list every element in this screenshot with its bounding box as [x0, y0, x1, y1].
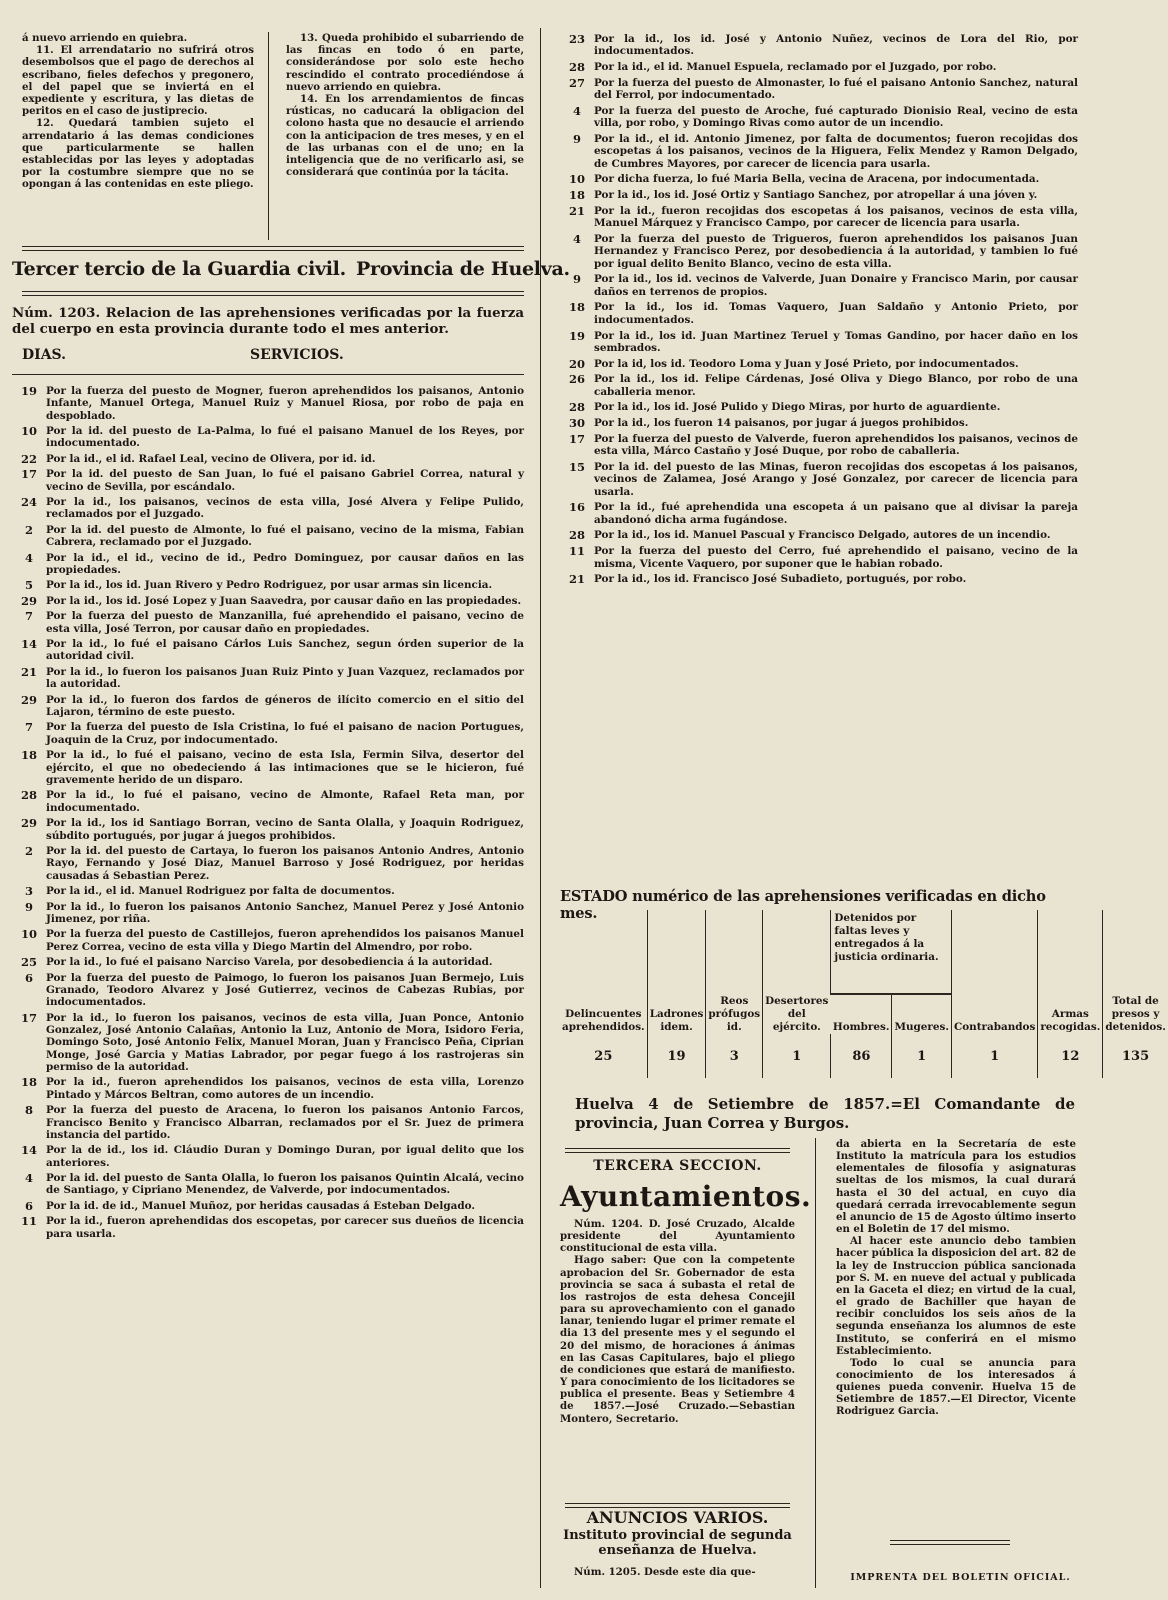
entry-day: 28	[568, 60, 585, 75]
service-entry	[560, 233, 1078, 270]
estado-header-armas: Armas recogidas.	[1038, 932, 1103, 1034]
entry-text: Por la id., los id. José Ortiz y Santiago Sanchez, por atropellar á una jóven y.	[594, 189, 1038, 202]
service-entry	[560, 105, 1078, 130]
entry-day: 19	[20, 384, 37, 398]
section-heading-provincia: Provincia de Huelva.	[356, 258, 570, 280]
entry-text: Por la id., lo fué el paisano, vecino de Almonte, Rafael Reta man, por indocumentado.	[46, 789, 524, 814]
entry-text: Por la id., fueron aprehendidos los paisanos, vecinos de esta villa, Lorenzo Pintado y Márcos Beltran, como autores de un incendio.	[46, 1076, 524, 1101]
service-entry	[560, 401, 1078, 413]
entry-text: Por la fuerza del puesto del Cerro, fué aprehendido el paisano, vecino de la misma, Vicente Vaquero, por suponer que le habian robado.	[594, 545, 1078, 570]
entry-day: 17	[568, 431, 585, 446]
entry-day: 4	[572, 231, 581, 246]
entry-day: 4	[24, 550, 33, 565]
entry-text: Por la id., los id. José Lopez y Juan Saavedra, por causar daño en las propiedades.	[46, 594, 522, 607]
entry-day: 28	[568, 528, 585, 543]
top-column-divider	[268, 32, 269, 240]
estado-col-desertores-top	[763, 910, 831, 932]
top-left-column	[22, 32, 254, 191]
entry-day: 14	[20, 1143, 37, 1158]
service-entry	[12, 972, 524, 1009]
service-entry	[12, 1076, 524, 1101]
entry-text: Por la id., los fueron 14 paisanos, por jugar á juegos prohibidos.	[594, 417, 969, 430]
entry-day: 15	[568, 459, 585, 474]
anuncio-1205-line: Núm. 1205. Desde este dia que-	[574, 1566, 756, 1578]
entry-day: 29	[20, 593, 37, 608]
entry-text: Por la id., el id. Manuel Espuela, reclamado por el Juzgado, por robo.	[594, 61, 997, 74]
service-entry	[12, 610, 524, 635]
estado-col-delincuentes-top	[560, 910, 647, 932]
entry-day: 10	[20, 927, 37, 942]
service-entry	[12, 1012, 524, 1074]
estado-header-delincuentes: Delincuentes aprehendidos.	[562, 1008, 645, 1033]
estado-header-ladrones: Ladrones idem.	[647, 932, 706, 1034]
estado-value-total: 135	[1103, 1034, 1168, 1078]
estado-header-hombres: Hombres.	[831, 994, 892, 1034]
main-column-divider	[540, 28, 541, 1588]
entry-text: Por la id., lo fueron los paisanos Antonio Sanchez, Manuel Perez y José Antonio Jimenez, por riña.	[46, 900, 524, 925]
service-entry	[12, 1215, 524, 1240]
entry-text: Por la id., fué aprehendida una escopeta á un paisano que al divisar la pareja abandonó dicha arma fugándose.	[594, 501, 1078, 526]
entry-text: Por la id., los id Santiago Borran, vecino de Santa Olalla, y Joaquin Rodriguez, súbdito portugués, por jugar á juegos prohibidos.	[46, 817, 524, 842]
entry-day: 17	[20, 467, 37, 482]
entry-text: Por la id., el id. Antonio Jimenez, por falta de documentos; fueron recojidas dos escopetas á los paisanos, vecinos de la Higuera, Felix Mendez y Ramon Delgado, de Cumbres Mayores, por carecer de licencia para usarla.	[594, 132, 1078, 170]
entry-text: Por la fuerza del puesto de Mogner, fueron aprehendidos los paisanos, Antonio Infante, Manuel Ortega, Manuel Ruiz y Manuel Riosa, por robo de paja en despoblado.	[46, 385, 524, 422]
entry-text: Por la fuerza del puesto de Paimogo, lo fueron los paisanos Juan Bermejo, Luis Granado, Teodoro Alvarez y José Gutierrez, vecinos de Cabezas Rubias, por indocumentados.	[46, 971, 524, 1009]
entry-text: Por la id., los id. Tomas Vaquero, Juan Saldaño y Antonio Prieto, por indocumentados.	[594, 301, 1078, 326]
clause-14: 14. En los arrendamientos de fincas rústicas, no caducará la obligacion del colono hasta que no desaucie el arriendo con la anticipacion de tres meses, y en el de las urbanas con el de uno; en la inteligencia que de no verificarlo asi, se considerará que continúa por la tácita.	[286, 93, 524, 179]
anuncio-1204-body: Hago saber: Que con la competente aprobacion del Sr. Gobernador de esta provincia se saca á subasta el retal de los rastrojos de esta dehesa Concejil para su aprovechamiento con el ganado lanar, teniendo lugar el primer remate el dia 13 del presente mes y el segundo el 20 del mismo, de horaciones á ánimas en las Casas Capitulares, bajo el pliego de condiciones que estará de manifiesto. Y para conocimiento de los licitadores se publica el presente. Beas y Setiembre 4 de 1857.—José Cruzado.—Sebastian Montero, Secretario.	[560, 1254, 795, 1425]
ornamental-rule-bottom	[890, 1540, 1010, 1545]
tercera-seccion-heading: TERCERA SECCION.	[593, 1158, 762, 1174]
entry-day: 27	[568, 75, 585, 90]
service-entry	[560, 417, 1078, 429]
entry-text: Por la id., los id. José y Antonio Nuñez, vecinos de Lora del Rio, por indocumentados.	[594, 33, 1078, 58]
entry-day: 11	[568, 544, 585, 559]
entry-day: 29	[20, 692, 37, 707]
anuncio-1204-heading: Núm. 1204. D. José Cruzado, Alcalde presidente del Ayuntamiento constitucional de esta villa.	[560, 1218, 795, 1255]
service-entry	[560, 33, 1078, 58]
entry-day: 9	[572, 272, 581, 287]
estado-col-armas-top	[1038, 910, 1103, 932]
service-entry	[12, 595, 524, 607]
service-entry	[560, 501, 1078, 526]
entry-day: 2	[24, 522, 33, 537]
entry-day: 6	[24, 1198, 33, 1213]
estado-value-armas: 12	[1038, 1034, 1103, 1078]
entry-text: Por la id., lo fueron los paisanos Juan Ruiz Pinto y Juan Vazquez, reclamados por la autoridad.	[46, 665, 524, 691]
estado-detenidos-header: Detenidos por faltas leves y entregados á la justicia ordinaria.	[831, 910, 952, 994]
entry-text: Por la id., los id. Juan Rivero y Pedro Rodriguez, por usar armas sin licencia.	[46, 579, 493, 592]
entry-text: Por la id., fueron recojidas dos escopetas á los paisanos, vecinos de esta villa, Manuel Márquez y Francisco Campo, por carecer de licencia para usarla.	[594, 204, 1078, 230]
anuncio-1205-start	[560, 1566, 795, 1578]
entry-text: Por la fuerza del puesto de Castillejos, fueron aprehendidos los paisanos Manuel Perez Correa, vecino de esta villa y Diego Martin del Almendro, por robo.	[46, 928, 524, 953]
entry-text: Por la id., el id., vecino de id., Pedro Dominguez, por causar daños en las propiedades.	[46, 551, 524, 577]
entry-day: 28	[568, 400, 585, 415]
service-entry	[560, 545, 1078, 570]
entry-day: 29	[20, 816, 37, 831]
entry-day: 30	[568, 416, 585, 431]
entry-text: Por la de id., los id. Cláudio Duran y Domingo Duran, por igual delito que los anteriores.	[46, 1144, 524, 1169]
entry-text: Por la fuerza del puesto de Aroche, fué capturado Dionisio Real, vecino de esta villa, por robo, y Domingo Rivas como autor de un incendio.	[594, 104, 1078, 130]
entry-text: Por la id., el id. Rafael Leal, vecino de Olivera, por id. id.	[46, 452, 376, 465]
entries-right-column	[560, 33, 1078, 589]
entry-day: 8	[24, 1103, 33, 1118]
service-entry	[12, 1104, 524, 1141]
entry-text: Por la id. del puesto de las Minas, fueron recojidas dos escopetas á los paisanos, vecinos de Zalamea, José Arango y José Gonzalez, por carecer de licencia para usarla.	[594, 460, 1078, 498]
entry-text: Por la id., los id. José Pulido y Diego Miras, por hurto de aguardiente.	[594, 401, 1001, 414]
entry-text: Por la fuerza del puesto de Manzanilla, fué aprehendido el paisano, vecino de esta villa, José Terron, por causar daño en propiedades.	[46, 610, 524, 635]
entry-day: 7	[24, 609, 33, 624]
instituto-heading: Instituto provincial de segunda enseñanza de Huelva.	[563, 1528, 792, 1558]
service-entry	[12, 721, 524, 746]
estado-col-ladrones-top	[647, 910, 706, 932]
service-entry	[12, 579, 524, 591]
instituto-paragraph-2: Al hacer este anuncio debo tambien hacer pública la disposicion del art. 82 de la ley de Instruccion pública sancionada por S. M. en nueve del actual y publicada en la Gaceta el diez; en virtud de la cual, el grado de Bachiller que hayan de recibir concluidos los seis años de la segunda enseñanza los alumnos de este Instituto, se conferirá en el mismo Establecimiento.	[836, 1235, 1076, 1357]
entry-text: Por la id., los id. Manuel Pascual y Francisco Delgado, autores de un incendio.	[594, 529, 1051, 542]
entry-day: 2	[24, 843, 33, 858]
service-entry	[12, 666, 524, 691]
ornamental-rule-seccion	[565, 1148, 790, 1153]
column-header-servicios: SERVICIOS.	[250, 347, 344, 363]
entry-text: Por la id, los id. Teodoro Loma y Juan y José Prieto, por indocumentados.	[594, 357, 1019, 370]
service-entry	[560, 77, 1078, 102]
service-entry	[12, 928, 524, 953]
estado-header-desertores: Desertores del ejército.	[763, 932, 831, 1034]
entry-text: Por la id., los id. Juan Martinez Teruel y Tomas Gandino, por hacer daño en los sembrados.	[594, 329, 1078, 354]
estado-value-mugeres: 1	[892, 1034, 952, 1078]
entry-text: Por la id. del puesto de Santa Olalla, lo fueron los paisanos Quintin Alcalá, vecino de Santiago, y Cipriano Menendez, de Valverde, por indocumentados.	[46, 1172, 524, 1197]
estado-value-hombres: 86	[831, 1034, 892, 1078]
service-entry	[12, 425, 524, 450]
service-entry	[12, 885, 524, 897]
estado-value-delincuentes: 25	[594, 1048, 613, 1064]
entry-day: 28	[20, 788, 37, 803]
instituto-paragraph-3: Todo lo cual se anuncia para conocimiento de los interesados á quienes pueda convenir. Huelva 15 de Setiembre de 1857.—El Director, Vicente Rodriguez Garcia.	[836, 1356, 1076, 1418]
entry-day: 20	[568, 356, 585, 371]
service-entry	[560, 358, 1078, 370]
estado-table	[560, 910, 1168, 1078]
service-entry	[12, 901, 524, 926]
service-entry	[560, 373, 1078, 398]
estado-col-reos-top	[706, 910, 763, 932]
lower-column-divider	[815, 1138, 816, 1588]
estado-col-total-top	[1103, 910, 1168, 932]
estado-header-mugeres: Mugeres.	[892, 994, 952, 1034]
service-entry	[12, 453, 524, 465]
entry-text: Por dicha fuerza, lo fué Maria Bella, vecina de Aracena, por indocumentada.	[594, 173, 1040, 186]
estado-value-reos: 3	[706, 1034, 763, 1078]
ornamental-rule-top	[22, 246, 524, 251]
entries-left-column	[12, 385, 524, 1243]
estado-header-contrabandos: Contrabandos	[951, 932, 1037, 1034]
service-entry	[560, 273, 1078, 298]
entry-day: 19	[568, 328, 585, 343]
estado-header-reos: Reos prófugos id.	[706, 932, 763, 1034]
service-entry	[12, 845, 524, 882]
entry-text: Por la fuerza del puesto de Almonaster, lo fué el paisano Antonio Sanchez, natural del Ferrol, por indocumentado.	[594, 76, 1078, 102]
service-entry	[560, 461, 1078, 498]
entry-text: Por la id., lo fué el paisano Narciso Varela, por desobediencia á la autoridad.	[46, 956, 493, 969]
signature-line: Huelva 4 de Setiembre de 1857.=El Comandante de provincia, Juan Correa y Burgos.	[575, 1095, 1075, 1132]
estado-title: ESTADO numérico de las aprehensiones verificadas en dicho mes.	[560, 888, 1046, 922]
instituto-column	[836, 1138, 1076, 1418]
clause-continuation: á nuevo arriendo en quiebra.	[22, 32, 188, 44]
service-entry	[12, 1200, 524, 1212]
entry-text: Por la fuerza del puesto de Isla Cristina, lo fué el paisano de nacion Portugues, Joaquin de la Cruz, por indocumentado.	[46, 721, 524, 746]
entry-day: 10	[20, 424, 37, 439]
entry-text: Por la id., lo fué el paisano, vecino de esta Isla, Fermin Silva, desertor del ejército, el que no obedeciendo á las intimaciones que se le hicieron, fué gravemente herido de un disparo.	[46, 749, 524, 786]
service-entry	[560, 61, 1078, 73]
instituto-paragraph-1: da abierta en la Secretaría de este Instituto la matrícula para los estudios elementales de filosofía y asignaturas sueltas de los mismos, la cual durará hasta el 30 del actual, en cuyo dia quedará cerrada irrevocablemente segun el anuncio de 15 de Agosto último inserto en el Boletin de 17 del mismo.	[836, 1138, 1076, 1236]
estado-value-desertores: 1	[763, 1034, 831, 1078]
entry-day: 21	[20, 664, 37, 679]
service-entry	[560, 189, 1078, 201]
service-entry	[12, 956, 524, 968]
entry-day: 23	[568, 32, 585, 46]
service-entry	[12, 817, 524, 842]
service-entry	[12, 552, 524, 577]
ornamental-rule-mid	[22, 291, 524, 296]
imprenta-footer: IMPRENTA DEL BOLETIN OFICIAL.	[850, 1572, 1071, 1583]
entry-text: Por la id., los id. Francisco José Subadieto, portugués, por robo.	[594, 573, 967, 586]
entry-text: Por la id., lo fueron los paisanos, vecinos de esta villa, Juan Ponce, Antonio Gonzalez, José Antonio Calañas, Antonio la Luz, Antonio de Mora, Isidoro Feria, Domingo Soto, José Antonio Felix, Manuel Moran, Juan y Francisco Peña, Ciprian Monge, José Garcia y Matias Labrador, por pegar fuego á los rastrojeras sin permiso de la autoridad.	[46, 1011, 524, 1073]
entry-day: 22	[20, 451, 37, 466]
service-entry	[560, 529, 1078, 541]
entry-text: Por la id. de id., Manuel Muñoz, por heridas causadas á Esteban Delgado.	[46, 1199, 475, 1212]
entry-text: Por la id., lo fueron dos fardos de géneros de ilícito comercio en el sitio del Lajaron, término de este puesto.	[46, 693, 524, 719]
column-header-dias: DIAS.	[22, 347, 67, 363]
service-entry	[560, 301, 1078, 326]
entry-text: Por la fuerza del puesto de Valverde, fueron aprehendidos los paisanos, vecinos de esta villa, Márco Castaño y José Duque, por robo de caballeria.	[594, 432, 1078, 458]
clause-11: 11. El arrendatario no sufrirá otros desembolsos que el pago de derechos al escribano, fieles defechos y pregonero, el del papel que se inviertá en el expediente y escritura, y las dietas de peritos en el caso de justiprecio.	[22, 44, 254, 118]
service-entry	[560, 133, 1078, 170]
estado-value-contrabandos: 1	[951, 1034, 1037, 1078]
entry-day: 3	[24, 884, 33, 899]
entry-day: 7	[24, 720, 33, 735]
entry-text: Por la id. del puesto de Almonte, lo fué el paisano, vecino de la misma, Fabian Cabrera, reclamado por el Juzgado.	[46, 523, 524, 549]
clause-13: 13. Queda prohibido el subarriendo de las fincas en todo ó en parte, considerándose por solo este hecho rescindido el contrato procediéndose á nuevo arriendo en quiebra.	[286, 32, 524, 93]
ayuntamientos-heading: Ayuntamientos.	[560, 1180, 812, 1213]
entry-text: Por la id., lo fué el paisano Cárlos Luis Sanchez, segun órden superior de la autoridad civil.	[46, 638, 524, 663]
entry-day: 18	[568, 300, 585, 315]
entry-day: 21	[568, 203, 585, 218]
entry-day: 17	[20, 1010, 37, 1025]
entry-day: 11	[20, 1214, 37, 1229]
entry-day: 18	[20, 1075, 37, 1090]
entry-day: 25	[20, 955, 37, 970]
entry-text: Por la id., los id. Felipe Cárdenas, José Oliva y Diego Blanco, por robo de una caballeria menor.	[594, 373, 1078, 398]
entry-text: Por la fuerza del puesto de Aracena, lo fueron los paisanos Antonio Farcos, Francisco Benito y Francisco Albarran, reclamados por el Sr. Juez de primera instancia del partido.	[46, 1104, 524, 1141]
estado-col-contrabandos-top	[951, 910, 1037, 932]
clause-12: 12. Quedará tambien sujeto el arrendatario á las demas condiciones que particularmente se hallen establecidas por las leyes y adoptadas por la costumbre siempre que no se opongan á las contenidas en este pliego.	[22, 117, 254, 191]
estado-value-ladrones: 19	[647, 1034, 706, 1078]
service-entry	[12, 1172, 524, 1197]
service-entry	[12, 694, 524, 719]
service-entry	[12, 385, 524, 422]
service-entry	[12, 496, 524, 521]
top-right-column	[286, 32, 524, 178]
entry-day: 14	[20, 637, 37, 652]
entry-day: 16	[568, 500, 585, 515]
entry-day: 18	[568, 188, 585, 203]
entry-text: Por la id., fueron aprehendidas dos escopetas, por carecer sus dueños de licencia para usarla.	[46, 1215, 524, 1240]
service-entry	[560, 205, 1078, 230]
relacion-title: Núm. 1203. Relacion de las aprehensiones verificadas por la fuerza del cuerpo en esta provincia durante todo el mes anterior.	[12, 305, 524, 337]
service-entry	[560, 330, 1078, 355]
entry-text: Por la id. del puesto de San Juan, lo fué el paisano Gabriel Correa, natural y vecino de Sevilla, por escándalo.	[46, 468, 524, 493]
service-entry	[12, 1144, 524, 1169]
entry-text: Por la id., los paisanos, vecinos de esta villa, José Alvera y Felipe Pulido, reclamados por el Juzgado.	[46, 496, 524, 521]
service-entry	[12, 749, 524, 786]
service-entry	[12, 524, 524, 549]
entry-day: 9	[572, 131, 581, 146]
anuncios-varios-heading: ANUNCIOS VARIOS.	[586, 1508, 769, 1527]
service-entry	[12, 789, 524, 814]
entry-text: Por la id. del puesto de La-Palma, lo fué el paisano Manuel de los Reyes, por indocumentado.	[46, 425, 524, 450]
section-heading-guardia: Tercer tercio de la Guardia civil.	[12, 258, 346, 280]
service-entry	[560, 173, 1078, 185]
entry-day: 10	[568, 172, 585, 187]
entry-text: Por la id. del puesto de Cartaya, lo fueron los paisanos Antonio Andres, Antonio Rayo, Fernando y José Diaz, Manuel Barroso y José Rodriguez, por heridas causadas á Sebastian Perez.	[46, 844, 524, 882]
entry-day: 6	[24, 970, 33, 985]
entry-day: 24	[20, 495, 37, 510]
anuncio-1204	[560, 1218, 795, 1425]
service-entry	[12, 638, 524, 663]
entry-text: Por la id., el id. Manuel Rodriguez por falta de documentos.	[46, 885, 395, 898]
header-underline	[12, 374, 524, 375]
entry-day: 5	[24, 578, 33, 593]
service-entry	[12, 468, 524, 493]
entry-text: Por la id., los id. vecinos de Valverde, Juan Donaire y Francisco Marin, por causar daños en terrenos de propios.	[594, 273, 1078, 298]
estado-header-total: Total de presos y detenidos.	[1103, 932, 1168, 1034]
entry-day: 4	[572, 103, 581, 118]
service-entry	[560, 573, 1078, 585]
service-entry	[560, 433, 1078, 458]
entry-day: 4	[24, 1171, 33, 1186]
entry-day: 18	[20, 748, 37, 763]
entry-day: 26	[568, 372, 585, 387]
entry-text: Por la fuerza del puesto de Trigueros, fueron aprehendidos los paisanos Juan Hernandez y Francisco Perez, por desobediencia á la autoridad, y tambien lo fué por igual delito Benito Blanco, vecino de esta villa.	[594, 232, 1078, 270]
entry-day: 9	[24, 899, 33, 914]
entry-day: 21	[568, 572, 585, 587]
